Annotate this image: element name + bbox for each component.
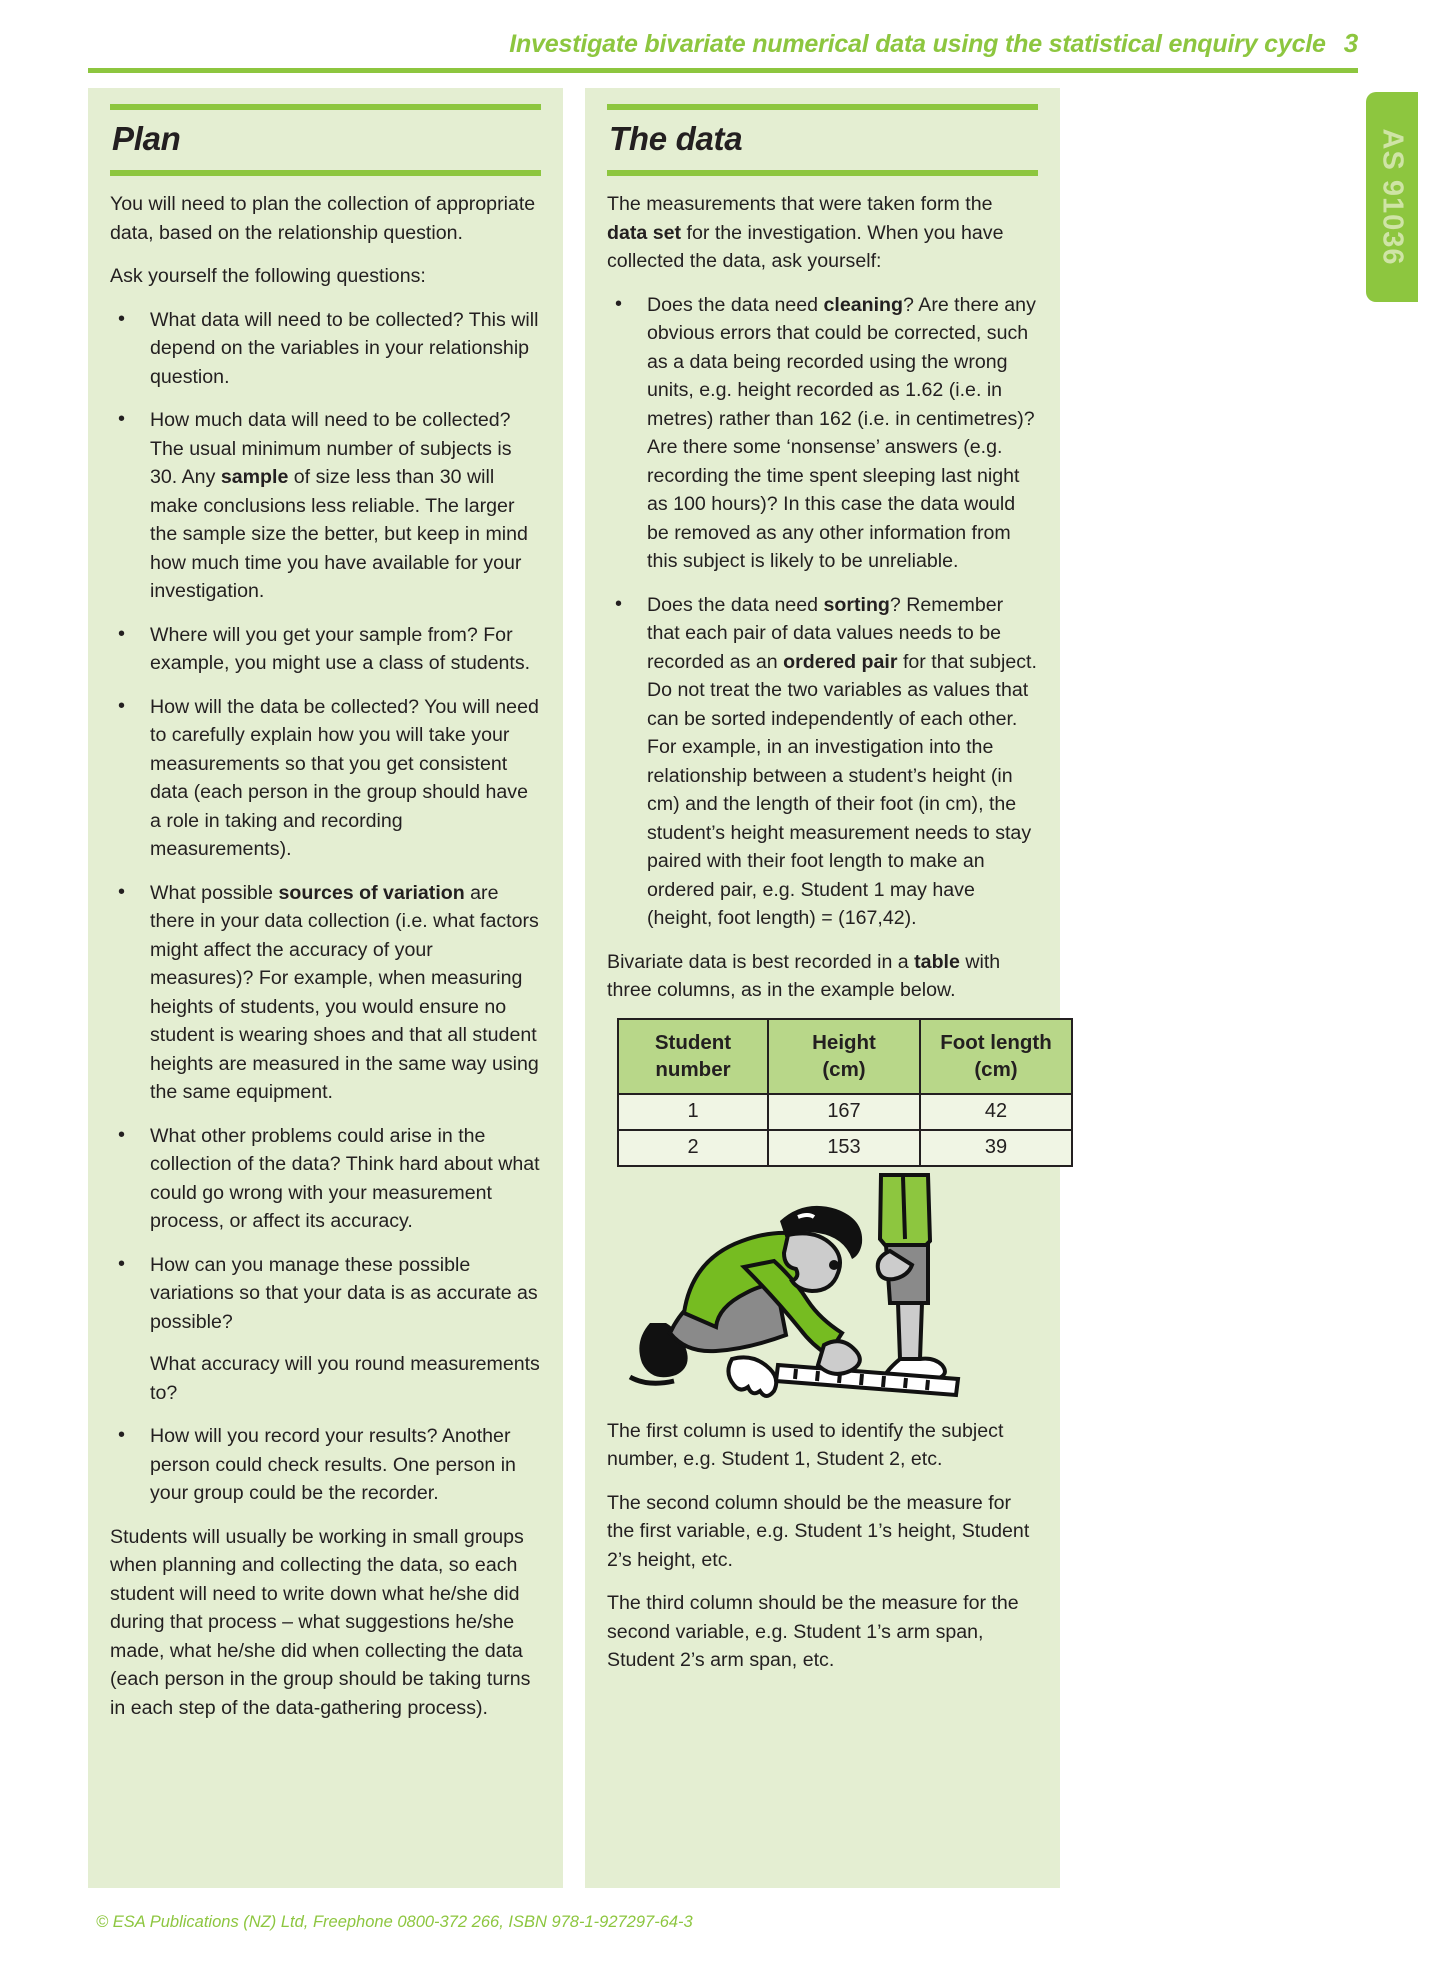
after-table-paragraph-3: The third column should be the measure for the second variable, e.g. Student 1’s arm span, Student 2’s arm span, etc. (607, 1592, 1019, 1672)
table-intro-paragraph: Bivariate data is best recorded in a table with three columns, as in the example below. (607, 950, 1001, 1001)
list-item (110, 406, 541, 606)
table-header-height-line2: (cm) (822, 1057, 866, 1081)
table-header-student-number-line2: number (655, 1057, 731, 1081)
footer-copyright: © ESA Publications (NZ) Ltd, Freephone 0800-372 266, ISBN 978-1-927297-64-3 (96, 1913, 693, 1931)
table-header-student-number (618, 1019, 768, 1094)
plan-bullet-4-text: How will the data be collected? You will need to carefully explain how you will take your measurements so that you get consistent data (each person in the group should have a role in taking and recording measurements). (150, 695, 539, 860)
list-item (110, 306, 541, 392)
list-item (110, 1122, 541, 1236)
table-body (618, 1094, 1072, 1166)
table-header-height (768, 1019, 920, 1094)
list-item (110, 1422, 541, 1508)
plan-bullet-3-text: Where will you get your sample from? For example, you might use a class of students. (150, 623, 531, 674)
plan-intro-paragraph-2: Ask yourself the following questions: (110, 265, 426, 287)
cell-student-1: 1 (618, 1094, 768, 1130)
list-item (110, 621, 541, 678)
table-header-height-line1: Height (812, 1030, 876, 1054)
right-column-panel (585, 88, 1060, 1888)
plan-bullet-7-subparagraph: What accuracy will you round measurements to? (150, 1353, 540, 1404)
header-rule (88, 68, 1358, 73)
table-row (618, 1094, 1072, 1130)
table-header-foot-length-line2: (cm) (974, 1057, 1018, 1081)
data-intro-paragraph: The measurements that were taken form the data set for the investigation. When you have collected the data, ask yourself: (607, 193, 1004, 272)
plan-intro-paragraph-1: You will need to plan the collection of appropriate data, based on the relationship question. (110, 193, 536, 244)
cell-foot-2: 39 (920, 1130, 1072, 1166)
list-item (110, 1251, 541, 1408)
after-table-paragraph-1: The first column is used to identify the subject number, e.g. Student 1, Student 2, etc. (607, 1419, 1004, 1471)
data-section-title: The data (609, 120, 743, 157)
table-row (618, 1130, 1072, 1166)
cell-foot-1: 42 (920, 1094, 1072, 1130)
plan-bullet-7-text: How can you manage these possible variations so that your data is as accurate as possible? (150, 1253, 538, 1333)
table-head (618, 1019, 1072, 1094)
standard-code-tab (1366, 92, 1418, 302)
data-question-list (607, 291, 1038, 933)
table-header-foot-length (920, 1019, 1072, 1094)
plan-bullet-1-text: What data will need to be collected? This will depend on the variables in your relationship question. (150, 308, 539, 388)
plan-bullet-8-text: How will you record your results? Another person could check results. One person in your group could be the recorder. (150, 1425, 516, 1504)
measuring-foot-icon (628, 1173, 1018, 1401)
plan-section-title: Plan (112, 120, 181, 157)
student-measuring-foot-illustration (607, 1173, 1038, 1403)
plan-bullet-5-text: What possible sources of variation are there in your data collection (i.e. what factors might affect the accuracy of your measures)? For example, when measuring heights of students, you would ensure no student is wearing shoes and that all student heights are measured in the same way using the same equipment. (150, 881, 539, 1103)
after-table-paragraph-2: The second column should be the measure for the first variable, e.g. Student 1’s height, Student 2’s height, etc. (607, 1491, 1030, 1571)
plan-rule-bottom (110, 170, 541, 176)
page-number: 3 (1343, 28, 1358, 58)
plan-bullet-2-text: How much data will need to be collected? The usual minimum number of subjects is 30. Any sample of size less than 30 will make conclusions less reliable. The larger the sample size the better, but keep in mind how much time you have available for your investigation. (150, 409, 528, 602)
standard-code-label: AS 91036 (1376, 128, 1409, 266)
plan-closing-paragraph: Students will usually be working in small groups when planning and collecting the data, so each student will need to write down what he/she did during that process – what suggestions he/she made, what he/she did when collecting the data (each person in the group should be taking turns in each step of the data-gathering process). (110, 1525, 531, 1719)
table-header-row (618, 1019, 1072, 1094)
cell-height-1: 167 (768, 1094, 920, 1130)
data-bullet-1-text: Does the data need cleaning? Are there any obvious errors that could be corrected, such as a data being recorded using the wrong units, e.g. height recorded as 1.62 (i.e. in metres) rather than 162 (i.e. in centimetres)? Are there some ‘nonsense’ answers (e.g. recording the time spent sleeping last night as 100 hours)? In this case the data would be removed as any other information from this subject is likely to be unreliable. (647, 293, 1036, 572)
list-item (110, 693, 541, 864)
list-item (607, 591, 1038, 933)
running-header-title: Investigate bivariate numerical data using the statistical enquiry cycle (509, 30, 1326, 58)
table-header-student-number-line1: Student (654, 1030, 732, 1054)
cell-height-2: 153 (768, 1130, 920, 1166)
plan-bullet-6-text: What other problems could arise in the collection of the data? Think hard about what could go wrong with your measurement process, or affect its accuracy. (150, 1124, 540, 1232)
data-bullet-2-text: Does the data need sorting? Remember that each pair of data values needs to be recorded as an ordered pair for that subject. Do not treat the two variables as values that can be sorted independently of each other. For example, in an investigation into the relationship between a student’s height (in cm) and the length of their foot (in cm), the student’s height measurement needs to stay paired with their foot length to make an ordered pair, e.g. Student 1 may have (height, foot length) = (167,42). (647, 593, 1037, 929)
plan-question-list (110, 306, 541, 1508)
table-header-foot-length-line1: Foot length (940, 1030, 1052, 1054)
bivariate-example-table (617, 1018, 1073, 1167)
cell-student-2: 2 (618, 1130, 768, 1166)
left-column-panel (88, 88, 563, 1888)
list-item (607, 291, 1038, 576)
list-item (110, 879, 541, 1107)
footer-rule (88, 1901, 1358, 1903)
data-rule-bottom (607, 170, 1038, 176)
running-header (88, 28, 1358, 59)
